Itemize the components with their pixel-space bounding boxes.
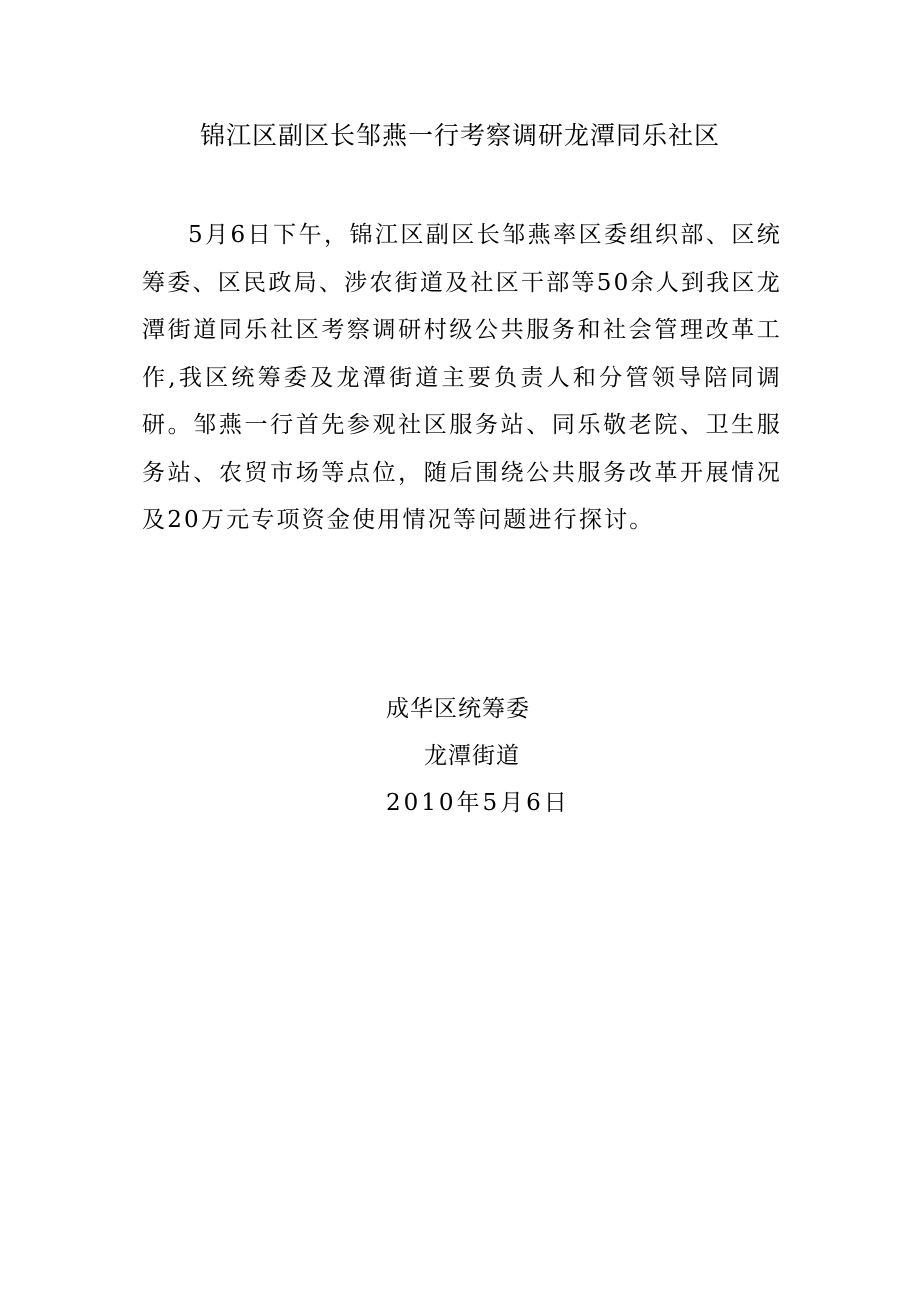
- signature-date: 2010年5月6日: [386, 790, 570, 816]
- signature-organization-1: 成华区统筹委: [386, 696, 530, 722]
- signature-organization-2: 龙潭街道: [424, 743, 520, 769]
- body-paragraph: 5月6日下午，锦江区副区长邹燕率区委组织部、区统筹委、区民政局、涉农街道及社区干部等50余人到我区龙潭街道同乐社区考察调研村级公共服务和社会管理改革工作,我区统筹委及龙潭街道主要负责人和分管领导陪同调研。邹燕一行首先参观社区服务站、同乐敬老院、卫生服务站、农贸市场等点位，随后围绕公共服务改革开展情况及20万元专项资金使用情况等问题进行探讨。: [142, 222, 782, 533]
- document-title: 锦江区副区长邹燕一行考察调研龙潭同乐社区: [199, 121, 720, 150]
